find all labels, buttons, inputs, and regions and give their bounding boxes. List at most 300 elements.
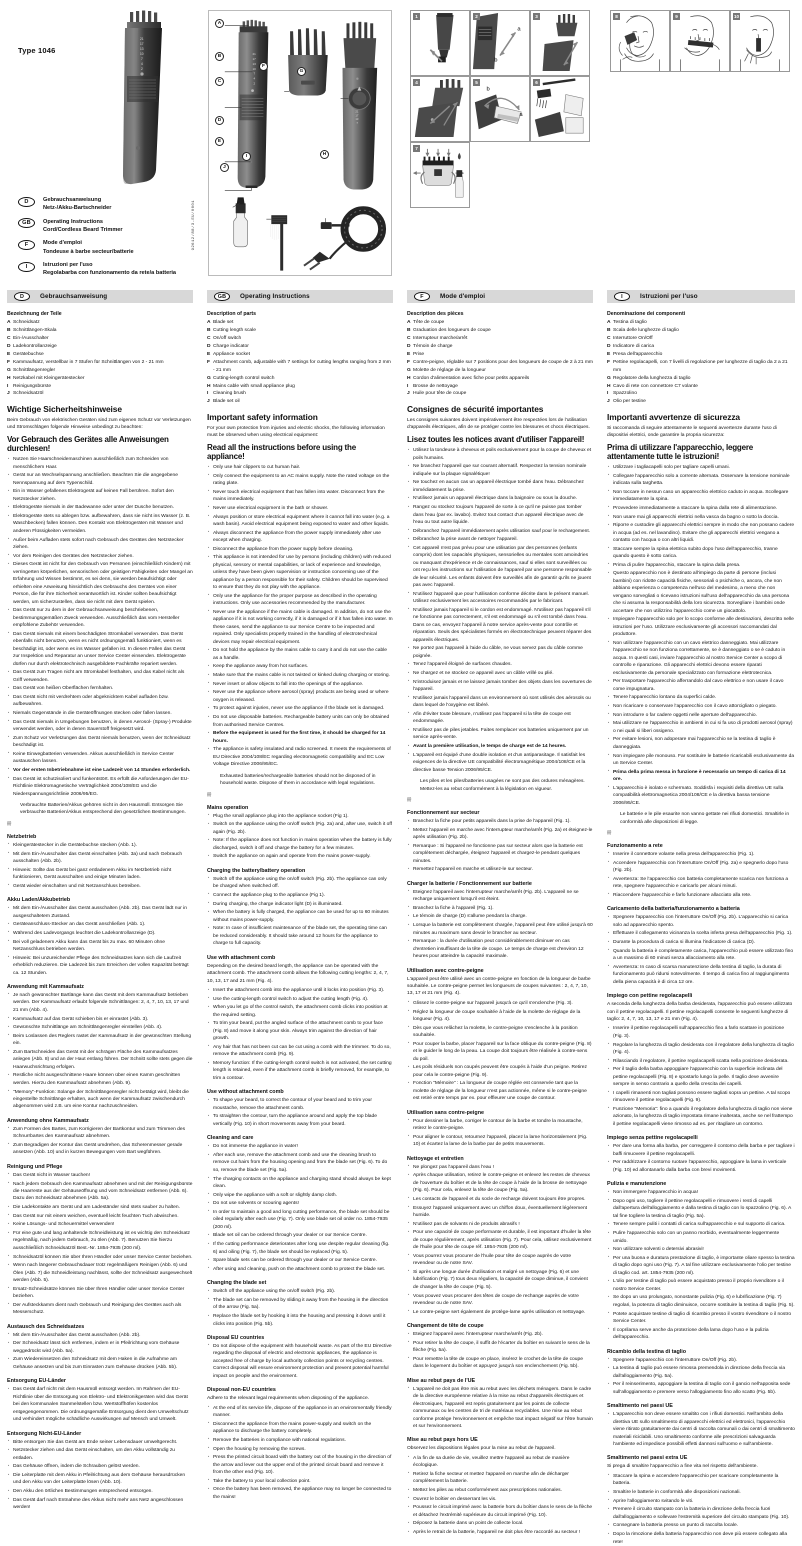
bullet-item: · Bitte entsorgen Sie das Gerät am Ende seiner Lebensdauer umweltgerecht. [7,1439,193,1446]
bullet-item: · In order to maintain a good and long cutting performance, the blade set should be oiled regularly after each use (Fig. 7). Only use blade set oil order no. 1854-7935 (200 ml). [207,1209,393,1231]
bullet-item: · Les contacts de l'appareil et du socle de recharge doivent toujours être propres. [407,1196,593,1203]
crossed-bin-icon: 冊 [207,791,212,797]
bullet-item: · Das Gerät nicht mit verdrehtem oder abgeknicktem Kabel aufladen bzw. aufbewahren. [7,694,193,709]
bullet-item: · Ersatz-Schneidsätze können Sie über Ihren Händler oder unser Service Center beziehen. [7,1286,193,1301]
section-bullet-list [607,1357,795,1397]
bullet-item: · Plug the small appliance plug into the appliance socket (Fig 1). [207,813,393,820]
part-item [7,359,193,367]
cover-language-list [18,196,193,283]
part-item [607,390,795,398]
lang-badge-d: D [18,197,35,207]
bullet-list [607,464,795,807]
section-intro: Adhere to the relevant legal requirements when disposing of the appliance. [207,1396,370,1402]
part-text: Blade set [213,320,234,325]
list-item [18,261,193,277]
part-item [7,390,193,398]
step-9 [670,10,730,72]
part-item [607,319,795,327]
face-steps-row [610,10,790,72]
bullet-item: · Après le retrait de la batterie, l'appareil ne doit plus être raccordé au secteur ! [407,1529,593,1536]
bullet-item: · Après chaque utilisation, retirez le contre-peigne et enlevez les restes de cheveux de l'ouverture du boîtier et de la tête de coupe à l'aide de la brosse de nettoyage (Fig. 6). Pour cela, enlevez la tête de coupe (Fig. 5a). [407,1172,593,1194]
part-text: Reinigungsbürste [13,383,52,389]
svg-text:17: 17 [252,56,256,61]
steps-grid [410,10,590,208]
section-heading: Ricambio della testina di taglio [607,1348,687,1355]
bullet-item: · Provvedere immediatamente a staccare la spina dalla rete di alimentazione. [607,505,795,512]
part-text: Scala delle lunghezze di taglio [613,327,679,333]
bullet-item: · N'utilisez pas de piles jetables. Faites remplacer vos batteries uniquement par un service après-vente. [407,727,593,742]
part-letter: D [7,343,11,349]
cover-lang-title: Gebrauchsanweisung [43,197,102,203]
bullet-item: · Connect the appliance plug to the appliance (Fig 1). [207,892,393,899]
sections [407,810,593,1537]
part-letter: A [207,320,211,325]
safety-bullets [607,464,795,826]
bullet-item: · At the end of its service life, dispose of the appliance in an environmentally friendly manner. [207,1405,393,1420]
bullet-item: · Per evitare lesioni, non adoperare mai l'apparecchio se la testina di taglio è danneggiata. [607,736,795,751]
bullet-item: · Nach jedem Gebrauch den Kammaufsatz abnehmen und mit der Reinigungsbürste die Haarreste aus der Gehäuseöffnung und vom Schneidsatz entfernen (Abb. 6). Dazu den Schneidsatz abnehmen (Abb. 5a). [7,1181,193,1203]
part-letter: I [407,383,409,389]
bullet-item: · The blade set can be removed by sliding it away from the housing in the direction of the arrow (Fig. 5a). [207,1297,393,1312]
bullet-item: · Das Gerät zum Tragen nicht am Stromkabel festhalten, und das Kabel nicht als Griff verwenden. [7,669,193,684]
step-number: 3 [533,13,540,20]
part-letter: I [607,391,609,397]
section-bullet-list [607,1473,795,1546]
bullet-item: · Tenere l'apparecchio lontano da superfici calde. [607,694,795,701]
section-bullet-list [407,1455,593,1537]
bullet-item: · Débranchez l'appareil immédiatement après utilisation sauf pour le rechargement. [407,528,593,535]
part-text: Schneidsatz [13,320,40,325]
bullet-item: · To shape your beard, to correct the contour of your beard and to trim your moustache, remove the attachment comb. [207,1097,393,1112]
bullet-item: · Non impiegare pile monouso. Far sostituire le batterie ricaricabili esclusivamente da un Service Center. [607,753,795,768]
part-text: Kammaufsatz, verstellbar in 7 Stufen für Schnittlängen von 2 - 21 mm [13,359,164,365]
bullet-item: · Spare blade sets can be ordered through your dealer or our Service Centre. [207,1257,393,1264]
parts-heading: Description of parts [207,311,257,317]
section-bullet-list [607,1189,795,1341]
instruction-columns [0,290,802,1545]
bullet-item: · Spegnere l'apparecchio con l'interruttore On/Off (Fig. 2b). L'apparecchio si carica solo ad apparecchio spento. [607,914,795,929]
bullet-item: · Non utilizzare l'apparecchio con un cavo elettrico danneggiato. Mai utilizzare l'apparecchio se non funziona correttamente, se è danneggiato o se è caduto in acqua. In questi casi, inviare l'apparecchio al nostro Service Center a scopo di controllo e riparazione. Gli apparecchi elettrici devono essere riparati esclusivamente da personale specializzato con formazione elettrotecnica. [607,640,795,677]
bullet-item: · Riporre e custodire gli apparecchi elettrici sempre in modo che non possano cadere in acqua (ad es. nel lavandino). Evitare che gli apparecchi elettrici vengano a contatto con l'acqua o con altri liquidi. [607,522,795,544]
part-item [207,390,393,398]
section-heading: Use with attachment comb [207,954,276,961]
bullet-item: · Branchez la fiche à l'appareil (Fig. 1). [407,905,593,912]
steps-row [410,10,590,76]
bullet-item: · Only use hair clippers to cut human hair. [207,464,393,471]
bullet-item: · Non introdurre o far cadere oggetti nelle aperture dell'apparecchio. [607,712,795,719]
bullet-item: · Das Gerät nur mit einem weichen, eventuell leicht feuchten Tuch abwischen. [7,1213,193,1220]
trimmer-product-image [78,8,178,188]
bullet-item: · Do not hold the appliance by the mains cable to carry it and do not use the cable as a handle. [207,647,393,662]
bullet-item: · Keine Einwegbatterien verwenden. Akkus ausschließlich in Service Center austauschen lassen. [7,751,193,766]
part-letter: J [607,399,610,405]
column-title: Operating Instructions [240,293,310,300]
part-letter: B [407,327,411,333]
bullet-item: · Potete acquistare testine di taglio di ricambio presso il vostro rivenditore o il nostro Service Center. [607,1311,795,1326]
part-letter: C [207,335,211,341]
bullet-item: · Restliche nicht ausgeschnittene Haare können über einen Kamm geschnitten werden. Hierzu den Kammaufsatz abnehmen (Abb. 9). [7,1072,193,1087]
svg-text:10: 10 [140,52,144,56]
section-bullet-list [207,987,393,1082]
bullet-item: · Les poils résiduels non coupés peuvent être coupés à l'aide d'un peigne. Retirez pour cela le contre-peigne (Fig. 9). [407,1064,593,1079]
bullet-item: · Fonction "Mémoire" : La longueur de coupe réglée est conservée tant que la molette de réglage de la longueur n'est pas actionnée, même si le contre-peigne est retiré entre temps par ex. pour effleurer une coupe de contour. [407,1080,593,1102]
column-header-de [7,290,193,303]
part-letter: A [607,320,611,325]
bullet-item: · Das Gerät von heißen Oberflächen fernhalten. [7,685,193,692]
safety-heading: Wichtige Sicherheitshinweise [7,404,122,415]
product-side-code: 92612/88/3-EU/0001 [192,200,196,251]
column-de [0,290,200,1511]
section-heading: Smaltimento nei paesi UE [607,1403,673,1410]
bullet-item: · Ne touchez en aucun cas un appareil électrique tombé dans l'eau. Débranchez immédiatement la prise. [407,479,593,494]
bullet-item: · Das Gerät nicht in Wasser tauchen! [7,1172,193,1179]
part-text: Cleaning brush [213,391,246,397]
section-bullet-list [7,1332,193,1372]
section-heading: Changement de tête de coupe [407,1323,484,1330]
callout-e: E [215,137,224,146]
bullet-item: · Consegnare la batteria presso un punto di raccolta locale. [607,1522,795,1529]
bullet-item: · Gerät wieder einschalten und mit Netzanschluss betreiben. [7,883,193,890]
bullet-item: · Gewünschte Schnittlänge am Schnittlängenregler einstellen (Abb. 4). [7,1024,193,1031]
part-item [207,383,393,391]
callout-c: C [215,77,224,86]
part-letter: E [407,351,411,357]
svg-text:7: 7 [356,122,358,126]
svg-text:17: 17 [355,114,359,118]
bullet-item: · Per il reinserimento, appoggiare la testina di taglio con il gancio nell'apposita sede sull'alloggiamento e premere verso l'alloggiamento fino allo scatto (Fig. 5b). [607,1381,795,1396]
step-number: 8 [613,13,620,20]
step-2-label-b: b [494,57,498,64]
bullet-item: · Mit dem Ein-/Ausschalter das Gerät einschalten (Abb. 3a) und nach Gebrauch ausschalten (Abb. 2b). [7,851,193,866]
bullet-item: · Wenn nach längerer Gebrauchsdauer trotz regelmäßigem Reinigen (Abb. 6) und Ölen (Abb. 7) die Schneidleistung nachlässt, sollte der Schneidsatz ausgewechselt werden (Abb. 5). [7,1262,193,1284]
lang-badge-f: F [18,240,35,250]
part-item [7,367,193,375]
column-gb [200,290,400,1500]
step-1 [410,10,470,76]
bullet-item: · Le contre-peigne sert également de protège-lame après utilisation et nettoyage. [407,1309,593,1316]
crossed-bin-icon: 冊 [407,797,412,802]
part-text: Pettine regolacapelli, con 7 livelli di regolazione per lunghezze di taglio da 2 a 21 mm [613,359,788,373]
step-number: 2 [473,13,480,20]
bullet-item: · Never use electrical equipment in the bath or shower. [207,505,393,512]
bullet-item: · L'appareil est équipé d'une double isolation et d'un antiparasitage. Il satisfait les exigences de la directive UE compatibilité électromagnétique 2004/108/CE et la directive basse Tension 2006/95/CE. [407,752,593,774]
step-number: 6 [533,79,540,86]
safety-bullets [207,464,393,788]
bullet-item: · Ne portez pas l'appareil à l'aide du câble, ne vous servez pas du câble comme poignée. [407,645,593,660]
part-text: Graduation des longueurs de coupe [413,327,491,333]
bullet-item: · Tenez l'appareil éloigné de surfaces chaudes. [407,661,593,668]
part-text: Ladekontrollanzeige [13,343,57,349]
bullet-item: · Das Gerät niemals mit einem beschädigten Stromkabel verwenden. Das Gerät ebenfalls nicht benutzen, wenn es nicht ordnungsgemäß funktioniert, wenn es beschädigt ist, oder wenn es ins Wasser gefallen ist. In diesen Fällen das Gerät zur Inspektion und Reparatur an unser Service Center einsenden. Elektrogeräte dürfen nur durch elektrotechnisch ausgebildete Fachkräfte repariert werden. [7,631,193,668]
part-item [607,351,795,359]
bullet-item: · Do not use disposable batteries. Rechargeable battery units can only be obtained from authorised Service Centres. [207,714,393,729]
bullet-item: · Once the battery has been removed, the appliance may no longer be connected to the mains! [207,1486,393,1501]
safety-heading: Important safety information [207,412,318,423]
bullet-item: · L'apparecchio è isolato e schermato. Soddisfa i requisiti della direttiva UE sulla compatibilità elettromagnetica 2004/108/CE e la direttiva bassa tensione 2006/95/CE. [607,785,795,807]
part-item [607,375,795,383]
part-letter: B [607,327,611,333]
bullet-item: · Do not use solvents or scouring agents! [207,1200,393,1207]
bullet-item: · Funzione "Memoria": fino a quando il regolatore della lunghezza di taglio non viene azionato, la lunghezza di taglio impostata rimane inalterata, anche se nel frattempo il pettine regolacapelli viene rimosso ad es. per ritagliare un contorno. [607,1106,795,1128]
step-3 [530,10,590,76]
bullet-item: · Switch off the appliance using the on/off switch (Fig. 2b). [207,1288,393,1295]
part-text: Ein-/Ausschalter [13,335,49,341]
part-item [207,335,393,343]
parts-heading: Description des pièces [407,311,464,317]
bullet-item: · Non utilizzare solventi o detersivi abrasivi! [607,1246,795,1253]
cover-lang-subtitle: Tondeuse à barbe secteur/batterie [43,248,134,255]
cover-panel [0,0,200,290]
part-item [207,351,393,359]
callout-a: A [215,19,224,28]
part-letter: G [407,367,411,373]
bullet-item: · Keep the appliance away from hot surfaces. [207,663,393,670]
bullet-item: · Der Schneidsatz lässt sich entfernen, indem er in Pfeilrichtung vom Gehäuse weggedrückt wird (Abb. 5a). [7,1340,193,1355]
bullet-item: · Mettez les piles au rebut conformément aux prescriptions nationales. [407,1487,593,1494]
bullet-item: · Inserire il connettore volante nella presa dell'apparecchio (Fig. 1). [607,851,795,858]
bullet-item: · Remove the batteries in compliance with national regulations. [207,1437,393,1444]
bullet-item: · Only connect the equipment to an AC mains supply. Note the rated voltage on the rating plate. [207,473,393,488]
part-item [607,359,795,375]
section-heading: Cleaning and care [207,1135,254,1142]
bullet-item: · Never insert or allow objects to fall into the openings of the appliance. [207,681,393,688]
parts-heading: Denominazione dei componenti [607,311,686,317]
part-text: On/off switch [213,335,242,341]
bullet-item: · Remarque : la durée d'utilisation peut considérablement diminuer en cas d'entretien insuffisant de la tête de coupe. Le temps de charge est d'environ 12 heures pour atteindre la capacité maximale. [407,938,593,960]
part-text: Schnittlängenregler [13,367,56,373]
bullet-item: · Disconnect the appliance from the power supply before cleaning. [207,546,393,553]
bullet-item: · Dès que vous relâchez la molette, le contre-peigne s'enclenche à la position souhaitée. [407,1025,593,1040]
crossed-bin-icon: 冊 [7,820,12,826]
bullet-item: · Retirez la fiche secteur et mettez l'appareil en marche afin de décharger complètement la batterie. [407,1471,593,1486]
bullet-item: · Insert the attachment comb into the appliance until it locks into position (Fig. 3). [207,987,393,994]
column-title: Mode d'emploi [440,293,486,300]
part-item [407,390,593,398]
part-text: Charge indicator [213,343,249,349]
bullet-item: · Collegare l'apparecchio solo a corrente alternata. Osservare la tensione nominale indicata sulla targhetta. [607,473,795,488]
safety-intro: Les consignes suivantes doivent impérativement être respectées lors de l'utilisation d'appareils électriques, afin de se protéger contre les blessures et chocs électriques. [407,417,590,431]
section-bullet-list [7,842,193,890]
part-item [607,343,795,351]
section-heading: Entsorgung Nicht-EU-Länder [7,1430,82,1437]
bullet-item: · Lorsque la batterie est complètement chargée, l'appareil peut être utilisé jusqu'à 60 minutes au maximum sans devoir le brancher au secteur. [407,922,593,937]
part-letter: I [207,391,209,397]
part-letter: A [7,320,11,325]
part-item [207,319,393,327]
bullet-item: · Außer beim Aufladen stets sofort nach Gebrauch des Gerätes den Netzstecker ziehen. [7,537,193,552]
bullet-item: · "Memory"-Funktion: Solange der Schnittlängenregler nicht betätigt wird, bleibt die eingestellte Schnittlänge erhalten, auch wenn der Kammaufsatz zwischendurch abgenommen wird z.B. um eine Kontur nachzuschneiden. [7,1089,193,1111]
bullet-item: · Schneidsatzöl können Sie über Ihren Händler oder unser Service Center beziehen. [7,1254,193,1261]
part-text: Olio per testine [613,399,646,405]
crossed-bin-icon: 冊 [607,829,612,835]
safety-intro: Si raccomanda di seguire attentamente le seguenti avvertenze durante l'uso di dispositivi elettrici, onde garantire la propria sicurezza: [607,425,777,439]
bullet-list [207,464,393,769]
bullet-item: · Per trasportare l'apparecchio afferrandolo dal cavo elettrico e non usare il cavo come impugnatura. [607,678,795,693]
bullet-item: · Kammaufsatz auf das Gerät schieben bis er einrastet (Abb. 3). [7,1016,193,1023]
part-text: Contre-peigne, réglable sur 7 positions pour des longueurs de coupe de 2 à 21 mm [413,359,593,365]
bullet-item: · Essuyez l'appareil uniquement avec un chiffon doux, éventuellement légèrement humide. [407,1205,593,1220]
safety-heading: Importanti avvertenze di sicurezza [607,412,740,423]
part-text: Tête de coupe [413,320,445,325]
part-letter: B [7,327,11,333]
bullet-item: · L'olio per testine di taglio può essere acquistato presso il proprio rivenditore o il nostro Service Center. [607,1278,795,1293]
bullet-item: · Zum Formen des Bartes, zum Korrigieren der Bartkontur und zum Trimmen des Schnurrbartes den Kammaufsatz abnehmen. [7,1126,193,1141]
part-text: Blade set oil [213,399,240,405]
bullet-item: · Note: If the appliance does not function in mains operation when the battery is fully discharged, switch it off and charge the battery for a few minutes. [207,837,393,852]
part-letter: C [407,335,411,341]
svg-text:2: 2 [141,67,143,71]
section-heading: Netzbetrieb [7,833,37,840]
bullet-item: · The appliance is safety insulated and radio screened. It meets the requirements of EU Directive 2004/108/EC regarding electromagnetic compatibility and EC Low Voltage Directive 2006/95/EC. [207,746,393,768]
part-text: Cutting length scale [213,327,256,333]
bullet-item: · Se dopo un uso prolungato, nonostante pulizia (Fig. 6) e lubrificazione (Fig. 7) regolari, la potenza di taglio diminuisce, occorre sostituire la testina di taglio (Fig. 5). [607,1294,795,1309]
bullet-item: · Geräteanschluss-Stecker an das Gerät anschließen (Abb. 1). [7,921,193,928]
battery-disposal-note: Verbrauchte Batterien/Akkus gehören nicht in den Hausmüll. Entsorgen Sie verbrauchte Batterien/Akkus entsprechend den gesetzlichen Bestimmungen. [20,802,186,816]
bullet-item: · Rangez ou stockez toujours l'appareil de sorte à ce qu'il ne puisse pas tomber dans l'eau (par ex. lavabo). Evitez tout contact d'un appareil électrique avec de l'eau ou tout autre liquide. [407,504,593,526]
parts-diagram-panel [200,0,400,290]
part-item [7,351,193,359]
part-item [407,383,593,391]
bullet-item: · Never touch electrical equipment that has fallen into water. Disconnect from the mains immediately. [207,489,393,504]
bullet-item: · Non immergere l'apparecchio in acqua! [607,1189,795,1196]
step-number: 10 [733,14,740,19]
column-title: Gebrauchsanweisung [40,293,108,300]
section-bullet-list [407,889,593,961]
part-item [7,343,193,351]
bullet-item: · Accendere l'apparecchio con l'interruttore On/Off (Fig. 2a) e spegnerlo dopo l'uso (Fig. 2b). [607,860,795,875]
bullet-item: · To trim your beard, put the angled surface of the attachment comb to your face (Fig. 8) and move it along your skin. Always trim against the direction of hair growth. [207,1020,393,1042]
bullet-item: · Only use the appliance for the proper purpose as described in the operating instructions. Only use accessories recommended by the manufacturer. [207,593,393,608]
bullet-item-bold: · Prima della prima messa in funzione è necessario un tempo di carica di 14 ore. [607,769,795,784]
step-number: 1 [413,13,420,20]
step-5-label-a: a [519,111,523,118]
sections [7,834,193,1512]
bullet-item: · Questo apparecchio non è destinato all'impiego da parte di persone (inclusi bambini) con ridotte capacità fisiche, sensoriali o psichiche o, ancora, che non abbiano esperienza o competenza nell'uso del medesimo, a meno che non vengano sorvegliati o ricevano istruzioni sull'uso dell'apparecchio da una persona che si assuma la responsabilità della loro sicurezza. Sorvegliare i bambini onde accertare che non utilizzino l'apparecchio come un giocattolo. [607,570,795,615]
section-bullet-list [7,1172,193,1317]
lang-badge: F [414,292,430,302]
part-item [207,343,393,351]
section-bullet-list [407,1331,593,1371]
bullet-item: · Ein in Wasser gefallenes Elektrogerät auf keinen Fall berühren. Sofort den Netzstecker ziehen. [7,488,193,503]
bullet-item: · When you let go of the control switch, the attachment comb clicks into position at the required setting. [207,1004,393,1019]
section-heading: Impiego senza pettine regolacapelli [607,1135,698,1142]
part-letter: J [7,391,10,397]
step-5-label-b: b [486,86,490,93]
bullet-item: · Staccare sempre la spina elettrica subito dopo l'uso dell'apparecchio, tranne quando questo è sotto carica. [607,546,795,561]
parts-list [7,319,193,398]
step-2-label-a: a [517,26,521,33]
part-letter: D [407,343,411,349]
step-8 [610,10,670,72]
lang-badge: GB [214,292,230,302]
bullet-item: · Die Leiterplatte mit dem Akku in Pfeilrichtung aus dem Gehäuse herausdrücken und den Akku von der Leiterplatte lösen (Abb. 10). [7,1472,193,1487]
section-heading: Mise au rebut pays hors UE [407,1437,478,1444]
section-heading: Anwendung mit Kammaufsatz [7,983,84,990]
bullet-item: · Réglez la longueur de coupe souhaitée à l'aide de la molette de réglage de la longueur (Fig. 4). [407,1009,593,1024]
steps-row [410,76,590,142]
section-intro: Si prega di smaltire l'apparecchio a fine vita nel rispetto dell'ambiente. [607,1464,758,1470]
bullet-item: · Mai utilizzare ne l'apparecchio in ambienti in cui si fa uso di prodotti aerosol (spray) o nei quali si liberi ossigeno. [607,720,795,735]
bullet-item: · Nutzen Sie Haarschneidemaschinen ausschließlich zum Schneiden von menschlichem Haar. [7,456,193,471]
section-heading: Smaltimento nei paesi extra UE [607,1455,688,1462]
bullet-item: · Inserire il pettine regolacapelli sull'apparecchio fino a farlo scattare in posizione (Fig. 3). [607,1025,795,1040]
column-header-fr [407,290,593,303]
bullet-item: · Afin d'éviter toute blessure, n'utilisez pas l'appareil si la tête de coupe est endommagée. [407,711,593,726]
bullet-item: · Remettez l'appareil en marche et utilisez-le sur secteur. [407,866,593,873]
part-item [7,319,193,327]
bullet-item: · Non ricaricare o conservare l'apparecchio con il cavo attorcigliato o piegato. [607,703,795,710]
part-letter: F [607,359,610,365]
bullet-item: · Riaccendere l'apparecchio e farlo funzionare allacciato alla rete. [607,892,795,899]
bullet-item: · Open the housing by removing the screws. [207,1446,393,1453]
section-bullet-list [407,818,593,874]
bullet-item: · Switch the appliance on again and operate from the mains power-supply. [207,853,393,860]
part-letter: A [407,320,411,325]
svg-text:21: 21 [355,110,359,114]
bullet-item: · N'utilisez l'appareil que pour l'utilisation conforme décrite dans le présent manuel. Utilisez exclusivement les accessoires recommandés par le fabricant. [407,591,593,606]
safety-bullets [407,447,593,793]
bullet-item: · Staccare la spina e accendere l'apparecchio per scaricare completamente la batteria. [607,1473,795,1488]
bullet-item: · Make sure that the mains cable is not twisted or kinked during charging or storing. [207,672,393,679]
bullet-item: · Remarque : Si l'appareil ne fonctionne pas sur secteur alors que la batterie est complètement déchargée, éteignez l'appareil et chargez-le pendant quelques minutes. [407,843,593,865]
bullet-item: · Per raddrizzare il contorno ruotare l'apparecchio, appoggiare la lama in verticale (Fig. 10) ed allontanarlo dalla barba con brevi movimenti. [607,1159,795,1174]
bullet-item: · Utilizzare i tagliacapelli solo per tagliare capelli umani. [607,464,795,471]
step-number: 7 [413,145,420,152]
bullet-item: · Regolare la lunghezza di taglio desiderata con il regolatore della lunghezza di taglio (Fig. 4). [607,1042,795,1057]
bullet-item: · N'utilisez jamais un appareil électrique dans la baignoire ou sous la douche. [407,495,593,502]
callout-g: G [297,67,306,76]
part-text: Cavo di rete con connettore C7 volante [613,383,698,389]
bullet-item: · L'apparecchio non deve essere smaltito con i rifiuti domestici. Nell'ambito della direttiva UE sullo smaltimento di apparecchi elettrici ed elettronici, l'apparecchio viene ritirato gratuitamente dai centri di raccolta comunali o dai centri di smaltimento materiali riciclabili. Uno smaltimento conforme alle prescrizioni salvaguarda l'ambiente ed impedisce possibili effetti dannosi sull'uomo e sull'ambiente. [607,1411,795,1448]
bullet-item: · Cet appareil n'est pas prévu pour une utilisation par des personnes (enfants compris) dont les capacités physiques, sensorielles ou mentales sont amoindries ou manquant d'expérience et de connaissances, sauf si elles sont surveillées ou ont reçu les instructions sur l'utilisation de l'appareil par une personne responsable de leur sécurité. Les enfants doivent être surveillés afin de garantir qu'ils ne jouent pas avec l'appareil. [407,545,593,590]
cover-lang-title: Operating Instructions [43,218,103,225]
bullet-item: · Per dare una forma alla barba, per correggere il contorno della barba e per tagliare i baffi rimuovere il pettine regolacapelli. [607,1143,795,1158]
part-item [607,327,795,335]
bullet-item: · Niemals Gegenstände in die Geräteöffnungen stecken oder fallen lassen. [7,710,193,717]
svg-text:13: 13 [252,61,256,66]
part-text: Indicatore di carica [613,343,655,349]
bullet-item: · Vous pourrez vous procurer de l'huile pour tête de coupe auprès de votre revendeur ou de notre SAV. [407,1253,593,1268]
callout-b: B [215,52,224,61]
part-text: Prise [413,351,425,357]
sections [207,805,393,1502]
face-steps-panel [600,0,802,290]
bullet-item: · Mit dem Ein-/Ausschalter das Gerät ausschalten (Abb. 2b). Das Gerät lädt nur in ausgeschaltetem Zustand. [7,905,193,920]
section-heading: Utilisation sans contre-peigne [407,1109,484,1116]
bullet-item: · Zum Schutz vor Verletzungen das Gerät niemals benutzen, wenn der Schneidsatz beschädigt ist. [7,735,193,750]
bullet-item: · Any hair that has not been cut can be cut using a comb with the trimmer. To do so, remove the attachment comb (Fig. 9). [207,1044,393,1059]
svg-text:21: 21 [252,51,256,56]
bullet-item: · Do not immerse the appliance in water! [207,1143,393,1150]
part-item [7,327,193,335]
bullet-item: · The charging contacts on the appliance and charging stand should always be kept clean. [207,1176,393,1191]
part-item [7,335,193,343]
bullet-item: · Switch on the appliance using the on/off switch (Fig. 2a) and, after use, switch it off again (Fig. 2b). [207,821,393,836]
section-heading: Changing the blade set [207,1280,267,1287]
bullet-item: · Mettez l'appareil en marche avec l'interrupteur marche/arrêt (Fig. 2a) et éteignez-le après utilisation (Fig. 2b). [407,827,593,842]
bullet-item: · Switch off the appliance using the on/off switch (Fig. 2b). The appliance can only be charged when switched off. [207,876,393,891]
bullet-item: · Mit dem Ein-/Ausschalter das Gerät ausschalten (Abb. 2b). [7,1332,193,1339]
bullet-item: · N'utilisez pas de solvants ni de produits abrasifs ! [407,1221,593,1228]
part-item [607,335,795,343]
list-item [18,239,193,255]
read-all-heading: Read all the instructions before using the appliance! [207,442,356,461]
svg-text:4: 4 [253,76,256,81]
step-number: 5 [473,79,480,86]
bullet-item: · Replace the blade set by hooking it into the housing and pressing it down until it clicks into position (Fig. 5b). [207,1313,393,1328]
section-bullet-list [407,1164,593,1316]
part-letter: H [7,375,11,381]
